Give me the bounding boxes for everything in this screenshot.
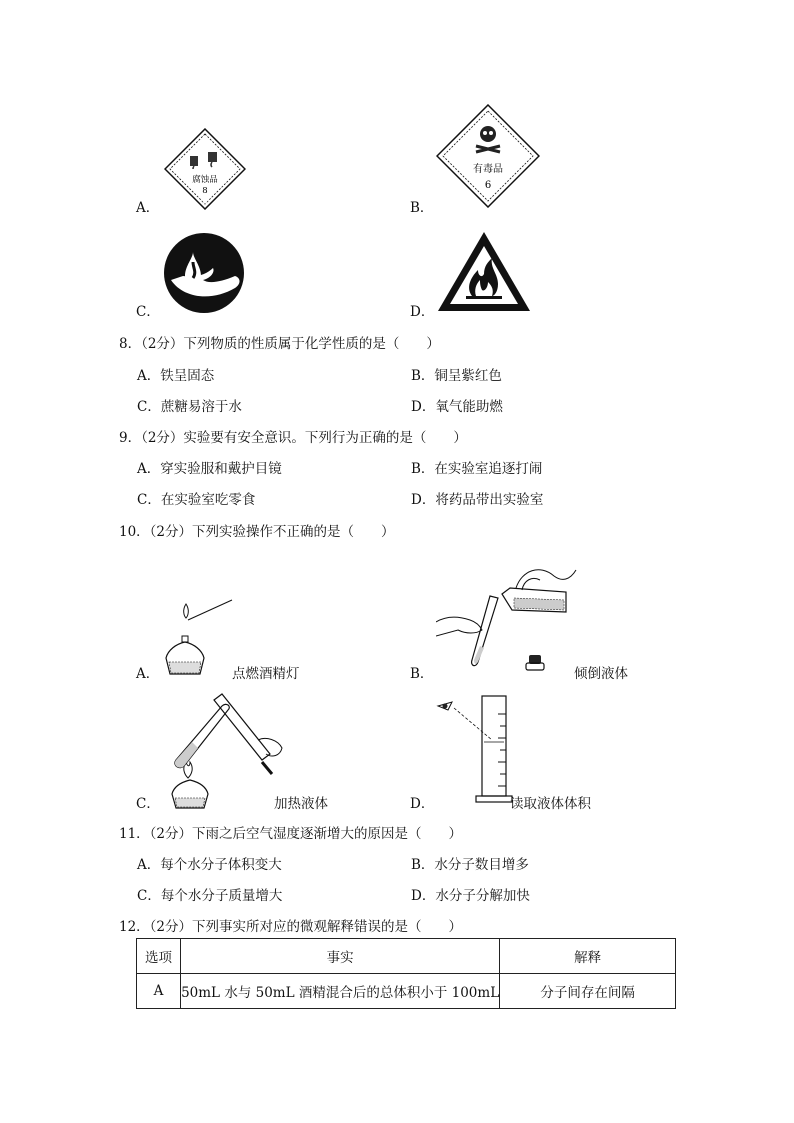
- table-cell: A: [137, 974, 181, 1009]
- table-row: [137, 974, 676, 1009]
- water-saving-sign-icon: [163, 232, 245, 314]
- corrosive-sign-icon: [164, 128, 246, 210]
- option-caption: 加热液体: [274, 796, 328, 812]
- sign-text: 腐蚀品: [192, 175, 218, 185]
- q10-option-d: [410, 692, 650, 812]
- q9-option-b[interactable]: B．在实验室追逐打闹: [411, 461, 543, 477]
- q9-option-c[interactable]: C．在实验室吃零食: [137, 492, 256, 508]
- q8-option-d[interactable]: D．氧气能助燃: [411, 399, 503, 415]
- q9-option-d[interactable]: D．将药品带出实验室: [411, 492, 544, 508]
- q10-option-b: [410, 550, 650, 684]
- q7-option-a: [136, 128, 256, 214]
- sign-text: 有毒品: [473, 164, 503, 175]
- q8-option-a[interactable]: A．铁呈固态: [137, 368, 215, 384]
- q11-stem: 11．（2分）下雨之后空气湿度逐渐增大的原因是（ ）: [119, 826, 463, 842]
- option-letter: C．: [136, 796, 160, 812]
- bottle-stopper-icon: [524, 654, 546, 672]
- q12-table: [136, 938, 676, 1009]
- option-letter: D．: [410, 304, 435, 320]
- option-caption: 倾倒液体: [574, 666, 628, 682]
- flammable-warning-sign-icon: [436, 230, 532, 314]
- option-letter: A．: [136, 200, 160, 216]
- option-letter: B．: [410, 666, 434, 682]
- q11-option-a[interactable]: A．每个水分子体积变大: [137, 857, 282, 873]
- q7-option-d: [410, 230, 550, 318]
- q7-option-c: [136, 230, 256, 318]
- heating-liquid-icon: [162, 692, 286, 810]
- q11-option-c[interactable]: C．每个水分子质量增大: [137, 888, 283, 904]
- q11-option-b[interactable]: B．水分子数目增多: [411, 857, 529, 873]
- option-letter: D．: [410, 796, 435, 812]
- table-header-cell: 解释: [500, 939, 676, 974]
- table-header-cell: 事实: [180, 939, 499, 974]
- q8-option-b[interactable]: B．铜呈紫红色: [411, 368, 502, 384]
- pouring-liquid-icon: [436, 550, 578, 670]
- sign-number: 8: [202, 186, 208, 196]
- option-caption: 读取液体体积: [510, 796, 591, 812]
- q10-option-c: [136, 692, 356, 812]
- q9-option-a[interactable]: A．穿实验服和戴护目镜: [137, 461, 282, 477]
- table-cell: 分子间存在间隔: [500, 974, 676, 1009]
- q8-option-c[interactable]: C．蔗糖易溶于水: [137, 399, 242, 415]
- toxic-sign-icon: [436, 104, 540, 208]
- table-cell: 50mL 水与 50mL 酒精混合后的总体积小于 100mL: [180, 974, 499, 1009]
- q7-option-b: [410, 104, 550, 214]
- q8-stem: 8．（2分）下列物质的性质属于化学性质的是（ ）: [119, 336, 440, 352]
- q10-stem: 10．（2分）下列实验操作不正确的是（ ）: [119, 524, 395, 540]
- q10-option-a: [136, 596, 316, 684]
- table-header-cell: 选项: [137, 939, 181, 974]
- table-header-row: [137, 939, 676, 974]
- sign-number: 6: [484, 180, 492, 191]
- measuring-cylinder-icon: [446, 694, 518, 806]
- option-letter: A．: [136, 666, 160, 682]
- option-letter: B．: [410, 200, 434, 216]
- lighting-alcohol-lamp-icon: [158, 596, 238, 680]
- option-caption: 点燃酒精灯: [232, 666, 300, 682]
- option-letter: C．: [136, 304, 160, 320]
- q9-stem: 9．（2分）实验要有安全意识。下列行为正确的是（ ）: [119, 430, 467, 446]
- q12-stem: 12．（2分）下列事实所对应的微观解释错误的是（ ）: [119, 919, 463, 935]
- q11-option-d[interactable]: D．水分子分解加快: [411, 888, 530, 904]
